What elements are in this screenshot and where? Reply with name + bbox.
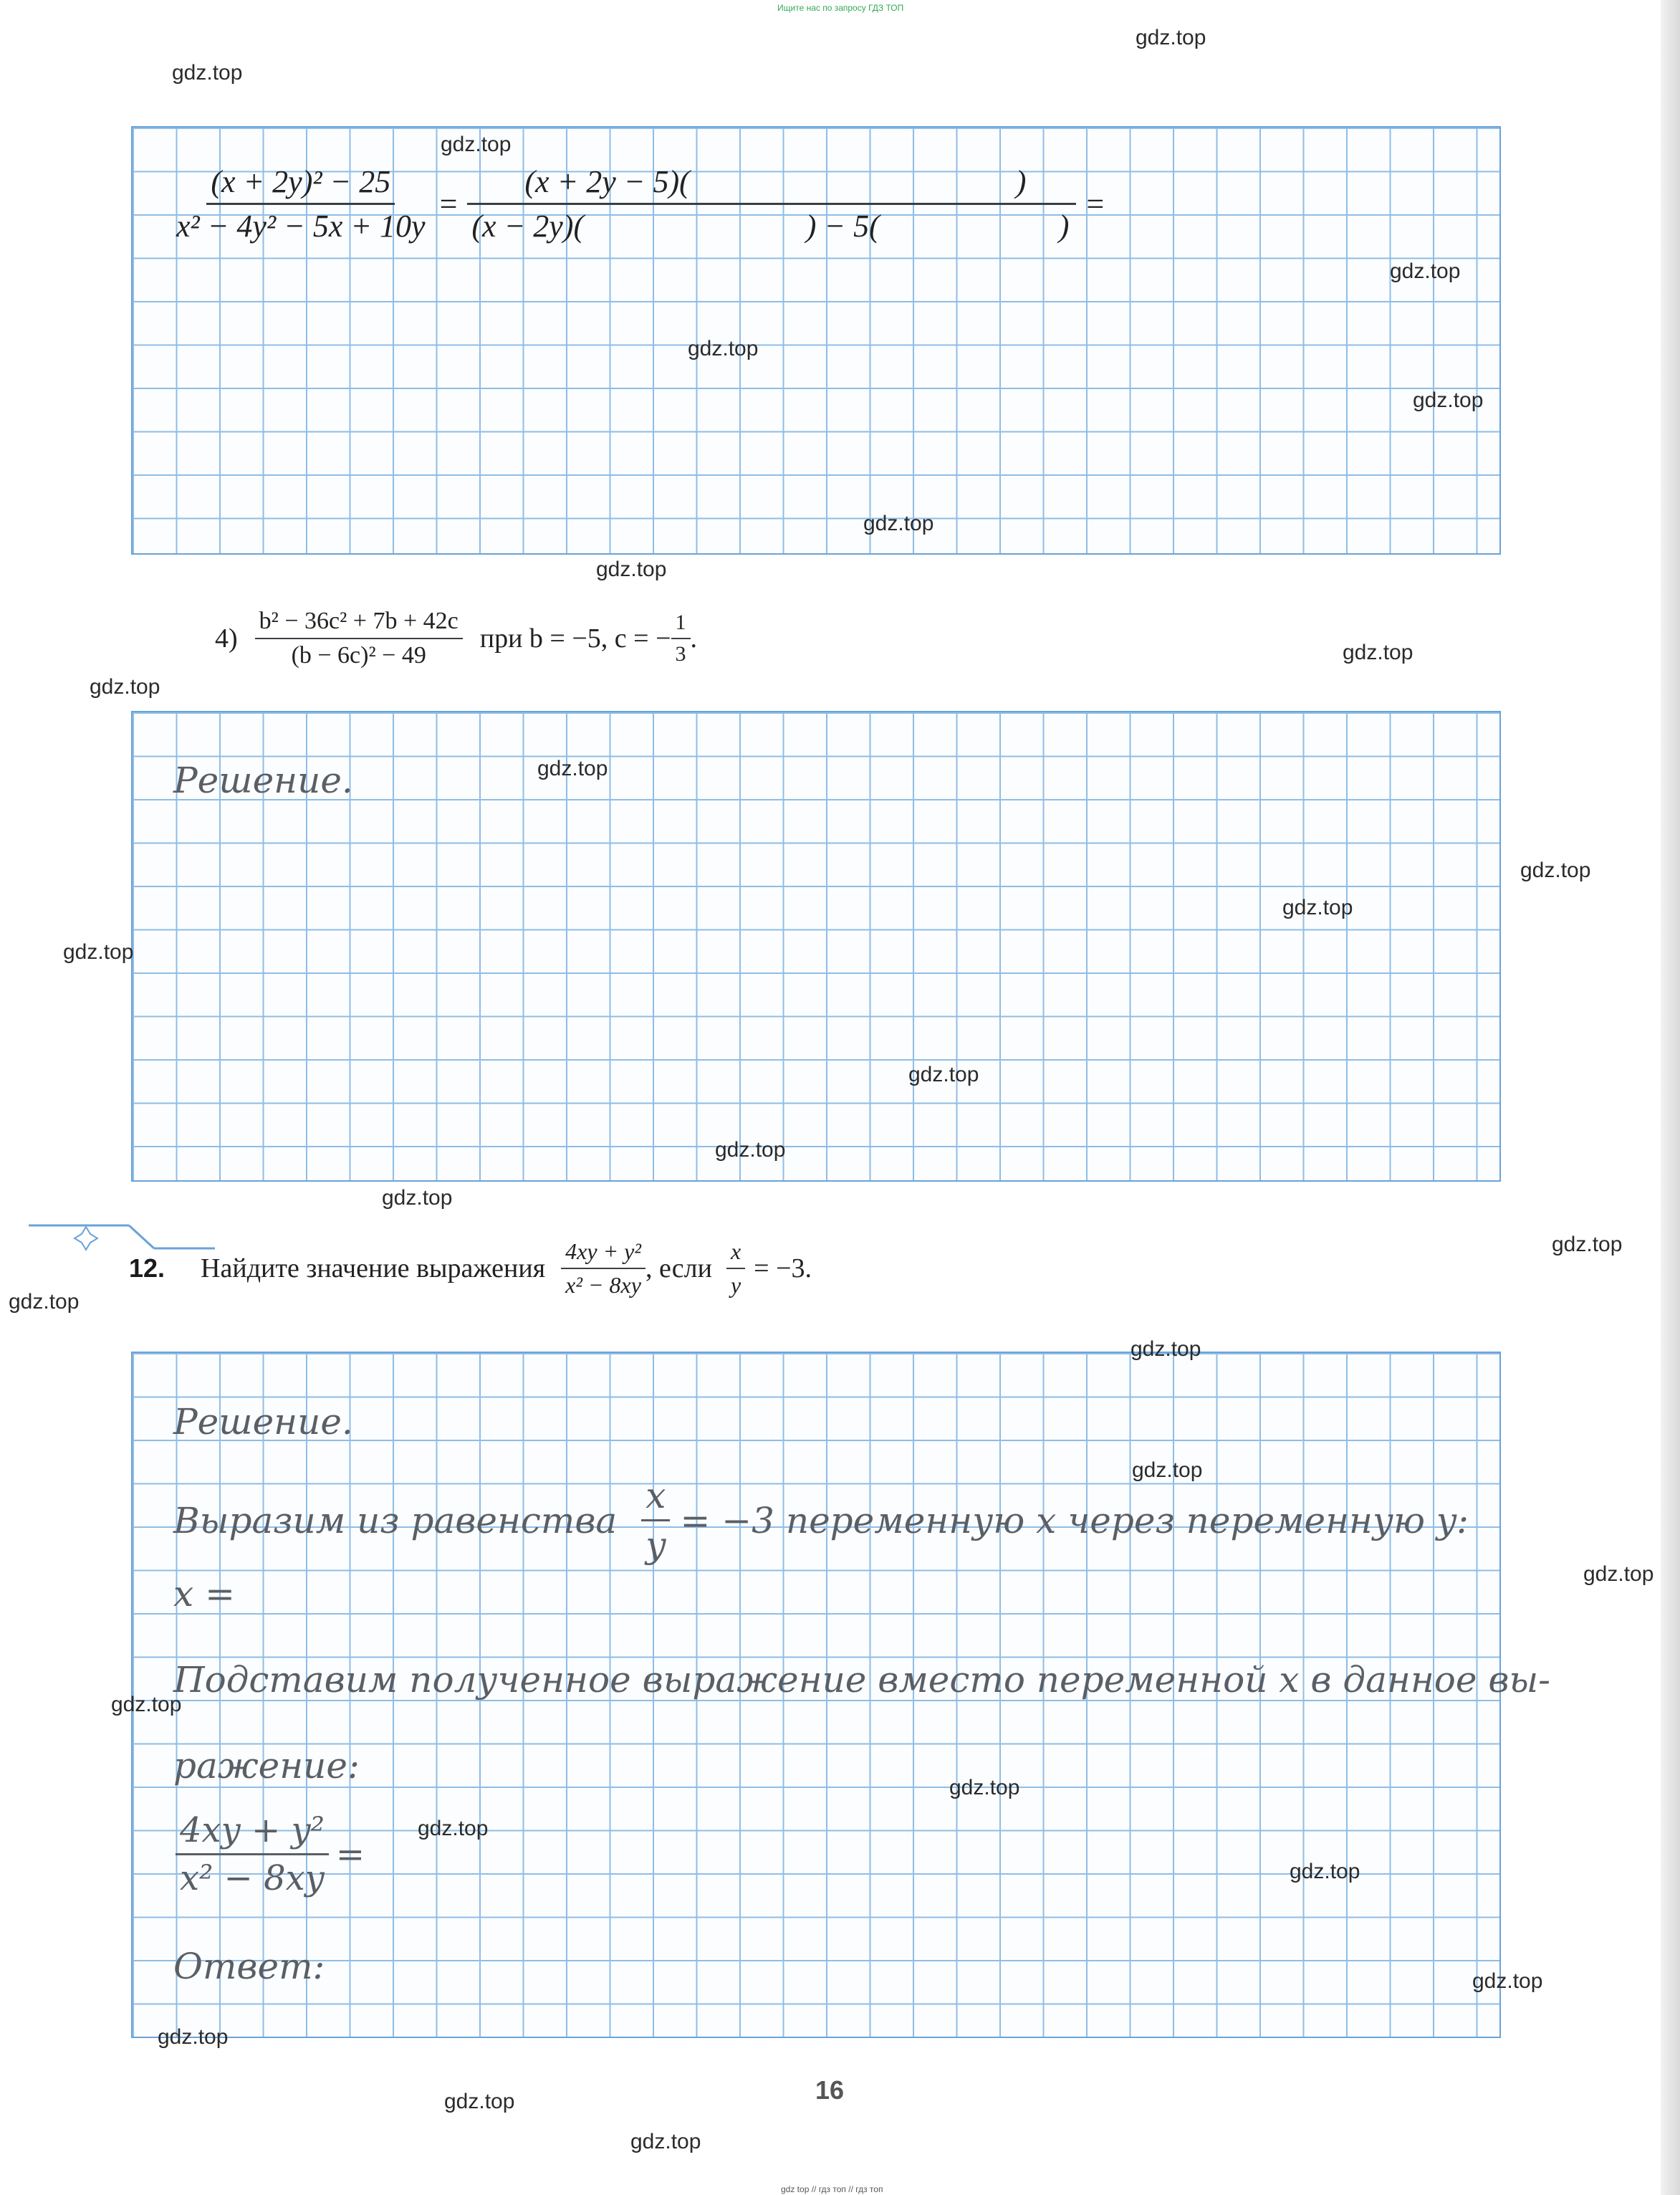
task-4-denominator: (b − 6c)² − 49: [291, 642, 426, 669]
rhs-denominator-left: (x − 2y)(: [471, 209, 585, 244]
watermark: gdz.top: [715, 1138, 786, 1162]
rhs-fraction: [467, 163, 1076, 244]
rhs-numerator-right: ): [1015, 164, 1027, 199]
task-4-statement: [215, 608, 697, 669]
watermark: gdz.top: [1390, 259, 1461, 283]
task-12-line-2: x =: [173, 1573, 235, 1615]
watermark: gdz.top: [1136, 26, 1206, 49]
task-12-condition-numerator: x: [726, 1238, 745, 1269]
page-number: 16: [815, 2075, 845, 2105]
expression-equals: =: [335, 1834, 365, 1875]
watermark: gdz.top: [111, 1693, 182, 1716]
task-4-label: 4): [215, 623, 238, 654]
task-4-fraction: [255, 608, 463, 669]
line-1-text-b: = −3 переменную x через переменную y:: [680, 1499, 1469, 1541]
watermark: gdz.top: [949, 1776, 1020, 1799]
task-4-condition: при b = −5, c = −: [479, 623, 671, 654]
watermark: gdz.top: [158, 2025, 229, 2049]
watermark: gdz.top: [630, 2130, 701, 2153]
expression-numerator: 4xy + y²: [176, 1810, 329, 1855]
watermark: gdz.top: [1583, 1562, 1654, 1586]
task-12-line-3: Подставим полученное выражение вместо переменной x в данное вы-: [173, 1659, 1551, 1701]
lhs-numerator: (x + 2y)² − 25: [206, 163, 395, 205]
task-12-solution-label: Решение.: [173, 1401, 353, 1443]
task-12-fraction: [561, 1238, 645, 1299]
watermark: gdz.top: [1131, 1337, 1201, 1361]
task-12-line-1: [173, 1475, 1469, 1566]
watermark: gdz.top: [688, 337, 759, 360]
expression-fraction: [176, 1810, 329, 1898]
task-12-expression: [176, 1810, 365, 1898]
line-1-numerator: x: [641, 1475, 670, 1521]
equals-sign-2: =: [1086, 186, 1105, 221]
watermark: gdz.top: [1290, 1860, 1360, 1883]
watermark: gdz.top: [863, 512, 934, 535]
watermark: gdz.top: [1552, 1233, 1623, 1256]
rhs-denominator-right: ): [1058, 209, 1070, 244]
watermark: gdz.top: [596, 558, 667, 581]
watermark: gdz.top: [908, 1063, 979, 1086]
watermark: gdz.top: [441, 133, 512, 156]
watermark: gdz.top: [537, 757, 608, 780]
task-12-condition-fraction: [726, 1238, 745, 1299]
task-12-denominator: x² − 8xy: [565, 1272, 641, 1298]
task-12-condition-text: , если: [645, 1253, 712, 1283]
lhs-denominator: x² − 4y² − 5x + 10y: [176, 209, 426, 244]
task-4-solution-label: Решение.: [173, 760, 353, 801]
task-12-text: Найдите значение выражения: [201, 1253, 546, 1283]
task-4-condition-end: .: [690, 623, 698, 654]
watermark: gdz.top: [444, 2090, 515, 2113]
page-edge: [1661, 0, 1680, 2195]
watermark: gdz.top: [9, 1290, 80, 1314]
line-1-denominator: y: [645, 1524, 666, 1566]
footer-note: gdz top // гдз топ // гдз топ: [781, 2184, 883, 2194]
watermark: gdz.top: [1472, 1969, 1543, 1993]
equals-sign: =: [439, 186, 458, 221]
watermark: gdz.top: [418, 1817, 489, 1840]
task-12-numerator: 4xy + y²: [561, 1238, 645, 1269]
task-4-condition-denominator: 3: [675, 642, 686, 666]
watermark: gdz.top: [1282, 896, 1353, 919]
expression-denominator: x² − 8xy: [180, 1858, 325, 1898]
task-12-statement: [129, 1238, 812, 1299]
rhs-numerator-left: (x + 2y − 5)(: [524, 164, 690, 199]
task-12-number: 12.: [129, 1253, 165, 1283]
header-note: Ищите нас по запросу ГДЗ ТОП: [777, 3, 904, 13]
task-12-answer-label: Ответ:: [173, 1946, 325, 1987]
watermark: gdz.top: [1520, 859, 1591, 882]
task-12-line-4: ражение:: [173, 1745, 360, 1787]
watermark: gdz.top: [63, 940, 134, 964]
lhs-fraction: [172, 163, 430, 244]
task-4-condition-numerator: 1: [671, 611, 691, 639]
rhs-denominator-mid: ) − 5(: [805, 209, 880, 244]
watermark: gdz.top: [1132, 1458, 1203, 1482]
line-1-fraction: [641, 1475, 670, 1566]
line-1-text-a: Выразим из равенства: [173, 1499, 618, 1541]
watermark: gdz.top: [90, 675, 160, 699]
watermark: gdz.top: [382, 1186, 453, 1210]
watermark: gdz.top: [1413, 388, 1484, 412]
task-12-condition-denominator: y: [730, 1272, 741, 1298]
formula-block-1: [172, 163, 1104, 244]
watermark: gdz.top: [172, 61, 243, 85]
task-12-condition-value: = −3.: [754, 1253, 812, 1283]
watermark: gdz.top: [1343, 641, 1413, 664]
task-4-numerator: b² − 36c² + 7b + 42c: [255, 608, 463, 639]
task-4-condition-fraction: [671, 611, 691, 666]
